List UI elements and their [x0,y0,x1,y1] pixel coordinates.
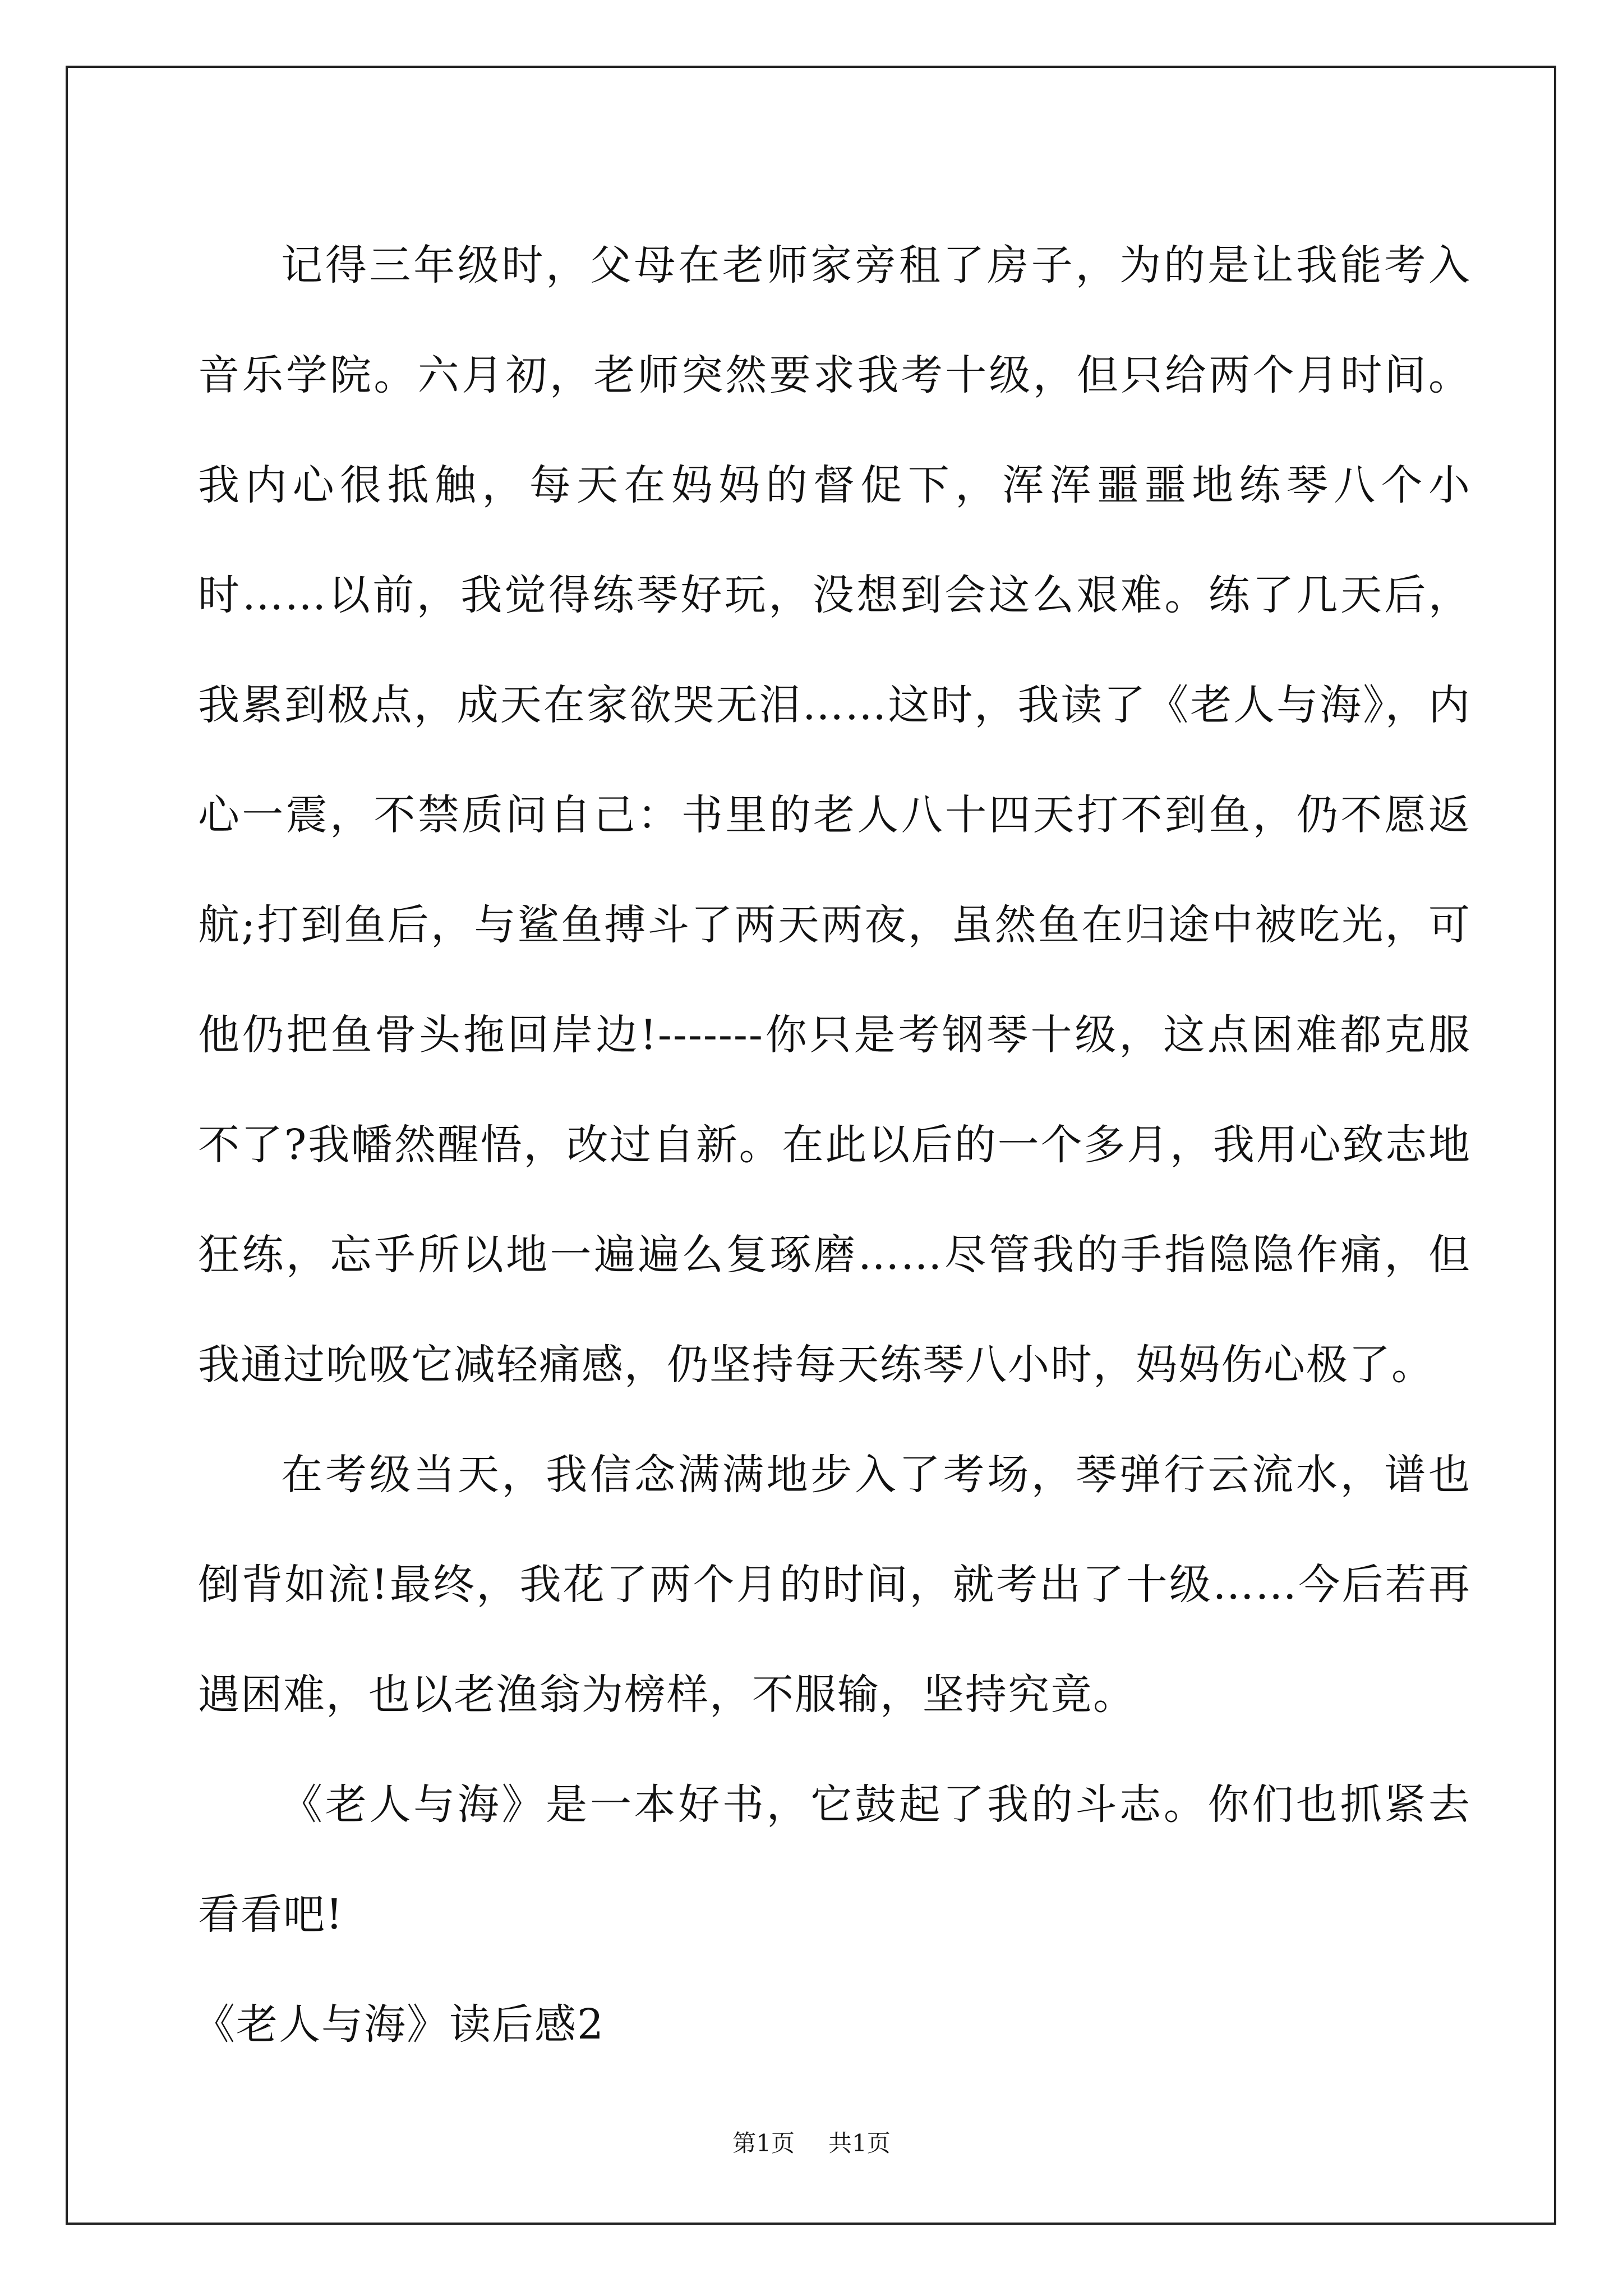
page-number: 第1页 [732,2129,795,2157]
paragraph-1: 记得三年级时，父母在老师家旁租了房子，为的是让我能考入音乐学院。六月初，老师突然要求我考十级，但只给两个月时间。我内心很抵触，每天在妈妈的督促下，浑浑噩噩地练琴八个小时……以前，我觉得练琴好玩，没想到会这么艰难。练了几天后，我累到极点，成天在家欲哭无泪……这时，我读了《老人与海》，内心一震，不禁质问自己：书里的老人八十四天打不到鱼，仍不愿返航;打到鱼后，与鲨鱼搏斗了两天两夜，虽然鱼在归途中被吃光，可他仍把鱼骨头拖回岸边!-------你只是考钢琴十级，这点困难都克服不了?我幡然醒悟，改过自新。在此以后的一个多月，我用心致志地狂练，忘乎所以地一遍遍么复琢磨……尽管我的手指隐隐作痛，但我通过吮吸它减轻痛感，仍坚持每天练琴八小时，妈妈伤心极了。 [198,241,1471,1389]
page-footer [0,2125,1623,2159]
document-body [193,210,1471,2079]
paragraph-2: 在考级当天，我信念满满地步入了考场，琴弹行云流水，谱也倒背如流!最终，我花了两个月的时间，就考出了十级……今后若再遇困难，也以老渔翁为榜样，不服输，坚持究竟。 [198,1451,1471,1719]
section-heading: 《老人与海》读后感2 [193,2000,605,2049]
page-total: 共1页 [828,2129,891,2157]
paragraph-3: 《老人与海》是一本好书，它鼓起了我的斗志。你们也抓紧去看看吧! [198,1780,1471,1939]
